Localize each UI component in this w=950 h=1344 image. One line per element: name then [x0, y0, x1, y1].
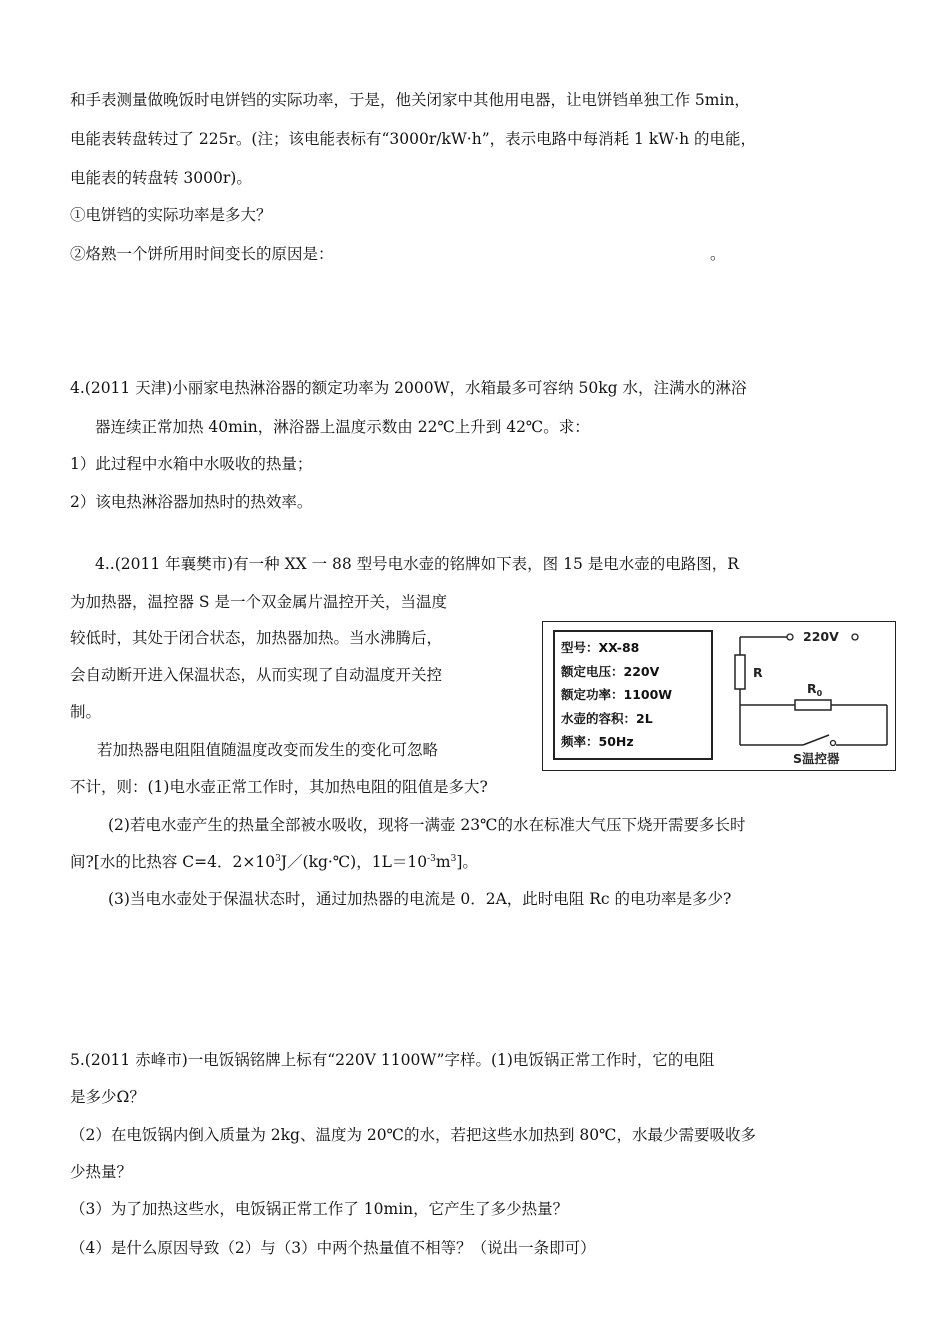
nameplate-model: 型号：XX-88: [561, 640, 640, 655]
nameplate-power: 额定功率：1100W: [561, 687, 673, 702]
problem5-question2-line2: 少热量？: [70, 1163, 133, 1181]
problem4b-line2: 为加热器，温控器 S 是一个双金属片温控开关，当温度: [70, 593, 447, 611]
nameplate-frequency: 频率：50Hz: [561, 734, 634, 749]
resistor-r: [735, 655, 745, 689]
problem4a-line1: 4.(2011 天津)小丽家电热淋浴器的额定功率为 2000W，水箱最多可容纳 50kg 水，注满水的淋浴: [70, 379, 747, 397]
problem4b-line6: 若加热器电阻阻值随温度改变而发生的变化可忽略: [97, 741, 439, 759]
terminal-top-left: [787, 634, 793, 640]
problem5-line1: 5.(2011 赤峰市)一电饭锅铭牌上标有“220V 1100W”字样。(1)电饭锅正常工作时，它的电阻: [70, 1051, 715, 1069]
nameplate-voltage: 额定电压：220V: [561, 663, 660, 679]
switch-s: [803, 735, 829, 745]
problem4b-line4: 会自动断开进入保温状态，从而实现了自动温度开关控: [70, 666, 443, 684]
resistor-r0: [795, 700, 831, 710]
kettle-nameplate: [553, 630, 713, 760]
problem3-question1: ①电饼铛的实际功率是多大？: [70, 206, 272, 224]
resistor-r0-label: $R_0$: [807, 681, 823, 698]
problem5-question3: （3）为了加热这些水，电饭锅正常工作了 10min，它产生了多少热量？: [70, 1200, 569, 1218]
problem4b-line5: 制。: [70, 703, 102, 721]
problem3-line1: 和手表测量做晚饭时电饼铛的实际功率，于是，他关闭家中其他用电器，让电饼铛单独工作 5min，: [70, 91, 750, 109]
problem3-question2-end: 。: [710, 245, 726, 263]
voltage-label: 220V: [803, 629, 839, 644]
problem4b-question3: (3)当电水壶处于保温状态时，通过加热器的电流是 0．2A，此时电阻 Rc 的电功率是多少?: [108, 890, 732, 908]
problem3-question2: ②烙熟一个饼所用时间变长的原因是：: [70, 245, 334, 263]
kettle-circuit-diagram: [715, 623, 895, 769]
kettle-figure: [542, 621, 896, 771]
problem4a-question2: 2）该电热淋浴器加热时的热效率。: [70, 493, 313, 511]
problem4a-line2: 器连续正常加热 40min，淋浴器上温度示数由 22℃上升到 42℃。求：: [95, 418, 590, 436]
problem4b-line3: 较低时，其处于闭合状态，加热器加热。当水沸腾后，: [70, 629, 443, 647]
nameplate-capacity: 水壶的容积：2L: [561, 710, 653, 726]
problem5-question4: （4）是什么原因导致（2）与（3）中两个热量值不相等？（说出一条即可）: [70, 1239, 596, 1257]
problem3-line2: 电能表转盘转过了 225r。(注；该电能表标有“3000r/kW·h”，表示电路中每消耗 1 kW·h 的电能，: [70, 130, 757, 148]
problem5-line2: 是多少Ω？: [70, 1088, 145, 1106]
problem5-question2-line1: （2）在电饭锅内倒入质量为 2kg、温度为 20℃的水，若把这些水加热到 80℃，水最少需要吸收多: [70, 1126, 756, 1144]
switch-contact: [831, 741, 836, 746]
problem4b-line1: 4..(2011 年襄樊市)有一种 XX 一 88 型号电水壶的铭牌如下表，图 15 是电水壶的电路图，R: [95, 555, 739, 573]
problem4a-question1: 1）此过程中水箱中水吸收的热量；: [70, 455, 313, 473]
terminal-top-right: [852, 634, 858, 640]
problem4b-question2-line1: (2)若电水壶产生的热量全部被水吸收，现将一满壶 23℃的水在标准大气压下烧开需要多长时: [108, 816, 746, 834]
resistor-r-label: R: [753, 665, 763, 680]
problem3-line3: 电能表的转盘转 3000r)。: [70, 169, 252, 187]
problem4b-question1: 不计，则：(1)电水壶正常工作时，其加热电阻的阻值是多大?: [70, 778, 488, 796]
problem4b-question2-line2: 间?[水的比热容 C=4．$2\times 10^3J/(kg\cdot℃)$，$1L=10^{-3}m^3$]。: [70, 853, 478, 871]
switch-label: S温控器: [793, 751, 840, 766]
